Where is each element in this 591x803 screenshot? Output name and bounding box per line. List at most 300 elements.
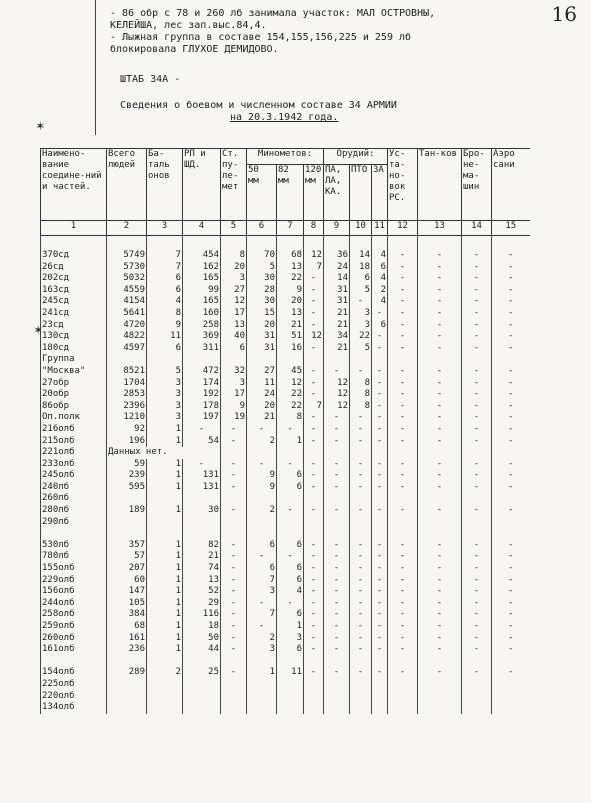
table-cell: 311 [183,343,221,355]
table-cell [492,691,530,703]
table-cell [372,447,388,459]
table-cell: 12 [324,378,350,390]
table-cell: - [304,482,324,494]
table-cell: - [372,586,388,598]
table-cell: - [388,598,418,610]
header-guns: Орудий: [324,149,388,165]
table-cell: - [324,621,350,633]
table-cell: - [418,389,462,401]
table-cell: 369 [183,331,221,343]
table-cell: - [221,563,247,575]
table-row [41,551,530,563]
table-cell: - [350,586,372,598]
document-date: на 20.3.1942 года. [230,112,339,123]
table-cell: 1 [147,575,183,587]
table-cell: - [304,366,324,378]
table-cell: 21 [324,343,350,355]
table-cell: 472 [183,366,221,378]
table-cell [324,702,350,714]
table-cell: - [247,598,277,610]
table-cell: 28 [247,285,277,297]
table-cell [107,691,147,703]
intro-text [110,8,530,56]
table-cell: - [372,644,388,656]
table-cell [462,447,492,459]
table-cell: - [304,540,324,552]
table-cell: - [388,551,418,563]
header-aerosleds: Аэро сани [492,149,530,221]
table-cell [107,517,147,529]
table-cell: - [462,505,492,517]
header-pto: ПТО [350,165,372,221]
table-cell [462,493,492,505]
table-cell: 8 [221,250,247,262]
table-cell: - [350,482,372,494]
table-cell: - [350,563,372,575]
table-cell: 6 [147,343,183,355]
unit-name: 216олб [41,424,107,436]
table-cell: - [304,609,324,621]
table-cell: - [324,586,350,598]
table-row [41,401,530,413]
table-cell: 9 [147,320,183,332]
table-cell: - [372,343,388,355]
unit-name: 245олб [41,470,107,482]
table-row [41,470,530,482]
unit-name: 260лб [41,493,107,505]
table-cell: - [462,436,492,448]
table-cell [147,702,183,714]
table-row [41,691,530,703]
table-cell [107,679,147,691]
table-cell: - [304,551,324,563]
table-cell: 21 [277,320,304,332]
table-cell: - [492,505,530,517]
table-cell: 4559 [107,285,147,297]
table-cell: 60 [107,575,147,587]
table-cell: - [462,482,492,494]
table-cell [418,354,462,366]
table-cell [350,528,372,540]
table-cell: 7 [247,609,277,621]
unit-name: 202сд [41,273,107,285]
table-cell: - [350,575,372,587]
column-number: 13 [418,221,462,236]
table-cell: 165 [183,273,221,285]
table-cell: 40 [221,331,247,343]
table-cell: 70 [247,250,277,262]
table-cell: - [247,621,277,633]
spacer-cell [247,236,277,251]
table-cell [183,679,221,691]
table-cell: - [388,401,418,413]
table-cell: - [372,609,388,621]
table-cell: 9 [221,401,247,413]
table-cell: 116 [183,609,221,621]
table-row [41,273,530,285]
unit-name: Оп.полк [41,412,107,424]
table-cell: 3 [221,273,247,285]
table-cell [492,517,530,529]
table-cell: 1 [147,598,183,610]
table-cell: - [372,621,388,633]
table-cell [492,493,530,505]
table-cell: 31 [324,285,350,297]
table-row [41,679,530,691]
table-cell: - [350,633,372,645]
table-row [41,285,530,297]
table-cell [462,691,492,703]
unit-name: 280лб [41,505,107,517]
table-cell: - [350,459,372,471]
table-cell [324,517,350,529]
table-cell: 6 [247,563,277,575]
spacer-cell [277,236,304,251]
table-cell: - [221,470,247,482]
table-cell: 4 [372,250,388,262]
table-row [41,656,530,668]
table-cell: 197 [183,412,221,424]
table-cell [277,354,304,366]
table-cell: 2853 [107,389,147,401]
table-cell: - [418,262,462,274]
table-cell: 2 [247,436,277,448]
table-cell: - [418,296,462,308]
column-number: 5 [221,221,247,236]
spacer-cell [388,236,418,251]
column-number-row [41,221,530,236]
table-cell: 189 [107,505,147,517]
table-cell: - [492,551,530,563]
table-cell: - [418,366,462,378]
table-cell: 3 [277,633,304,645]
unit-name: 260олб [41,633,107,645]
table-cell: - [418,575,462,587]
table-cell: 68 [107,621,147,633]
table-cell [247,493,277,505]
header-name: Наимено-вание соедине-ний и частей. [41,149,107,221]
table-cell: - [221,551,247,563]
table-cell [462,517,492,529]
table-cell: 6 [277,482,304,494]
table-cell [350,493,372,505]
table-cell: - [350,551,372,563]
table-cell: - [304,563,324,575]
table-cell: 236 [107,644,147,656]
table-cell: 258 [183,320,221,332]
table-cell: - [372,389,388,401]
table-row [41,354,530,366]
table-cell [304,447,324,459]
table-cell: - [304,273,324,285]
intro-line: - Лыжная группа в составе 154,155,156,225 и 259 лб [110,32,412,43]
table-cell: 1 [247,667,277,679]
table-cell [247,354,277,366]
table-row [41,540,530,552]
table-cell [492,354,530,366]
unit-name: 241сд [41,308,107,320]
table-cell: - [492,470,530,482]
table-cell: - [388,540,418,552]
table-row [41,424,530,436]
table-cell: - [324,412,350,424]
strength-table [40,148,530,714]
table-cell: 12 [304,250,324,262]
table-cell: 3 [221,378,247,390]
table-cell: - [221,436,247,448]
table-cell [107,354,147,366]
table-cell: 6 [221,343,247,355]
table-cell [147,691,183,703]
table-cell: - [418,633,462,645]
table-cell: - [418,331,462,343]
table-cell: 1 [277,436,304,448]
column-number: 4 [183,221,221,236]
table-cell: - [304,598,324,610]
table-cell: 17 [221,308,247,320]
table-cell: - [388,586,418,598]
table-cell [147,528,183,540]
table-cell: - [492,389,530,401]
table-cell [372,517,388,529]
table-cell: 6 [372,320,388,332]
table-cell [350,354,372,366]
table-cell [350,656,372,668]
table-cell: - [304,285,324,297]
table-cell: - [418,540,462,552]
table-cell: - [388,273,418,285]
table-cell: 3 [350,320,372,332]
table-cell [418,679,462,691]
table-cell: - [492,598,530,610]
table-cell [147,493,183,505]
table-cell: 5032 [107,273,147,285]
table-cell: - [372,436,388,448]
table-cell: - [418,285,462,297]
unit-name: 290лб [41,517,107,529]
table-cell: - [418,644,462,656]
table-cell: 30 [183,505,221,517]
table-cell: 59 [107,459,147,471]
table-cell: - [462,424,492,436]
table-cell: 5 [147,366,183,378]
table-cell [221,447,247,459]
table-cell: - [462,575,492,587]
unit-name: 155олб [41,563,107,575]
table-cell: - [372,459,388,471]
table-cell: - [304,412,324,424]
table-cell: - [462,401,492,413]
table-cell: - [388,250,418,262]
table-cell: 3 [147,412,183,424]
spacer-cell [492,236,530,251]
table-cell: - [183,424,221,436]
table-cell: 161 [107,633,147,645]
unit-name: 225олб [41,679,107,691]
table-cell: 207 [107,563,147,575]
table-cell: - [388,378,418,390]
table-cell: 82 [183,540,221,552]
table-cell: - [492,331,530,343]
table-cell: 5641 [107,308,147,320]
unit-name: 161олб [41,644,107,656]
table-cell: - [221,586,247,598]
table-cell: - [388,389,418,401]
table-cell: 3 [247,644,277,656]
table-cell: 2396 [107,401,147,413]
table-row [41,667,530,679]
table-cell: 31 [247,343,277,355]
table-cell [304,691,324,703]
table-cell: - [350,505,372,517]
table-cell: - [304,621,324,633]
table-cell: 7 [304,401,324,413]
table-cell [388,528,418,540]
table-cell: - [418,482,462,494]
table-cell: 1 [147,436,183,448]
table-cell [183,354,221,366]
table-cell: 1 [147,551,183,563]
unit-name: 233олб [41,459,107,471]
table-cell: - [462,586,492,598]
unit-name: 23сд [41,320,107,332]
table-cell: - [462,551,492,563]
table-cell: 99 [183,285,221,297]
unit-name: 27обр [41,378,107,390]
table-cell: 165 [183,296,221,308]
header-rp-shd: РП и ШД. [183,149,221,221]
table-cell: 1 [147,563,183,575]
table-cell: 30 [247,273,277,285]
table-cell: 74 [183,563,221,575]
table-row [41,505,530,517]
table-cell: 7 [147,250,183,262]
table-row [41,389,530,401]
table-row [41,702,530,714]
unit-name: 229олб [41,575,107,587]
table-cell: 1 [147,621,183,633]
header-mortars: Минометов: [247,149,324,165]
table-cell: 22 [277,389,304,401]
table-cell: 1210 [107,412,147,424]
table-cell: - [372,505,388,517]
spacer-cell [304,236,324,251]
table-cell: - [418,436,462,448]
table-cell [324,493,350,505]
table-row [41,250,530,262]
table-cell: 4 [277,586,304,598]
table-cell: 2 [247,633,277,645]
table-cell: - [304,633,324,645]
table-cell: - [492,296,530,308]
column-number: 2 [107,221,147,236]
unit-name: 20обр [41,389,107,401]
table-cell [462,679,492,691]
table-cell: 9 [247,470,277,482]
table-cell: - [221,598,247,610]
table-cell: 9 [247,482,277,494]
table-cell: 1 [147,586,183,598]
unit-name: 244олб [41,598,107,610]
table-cell [147,517,183,529]
table-cell: 1 [147,459,183,471]
unit-name: 86обр [41,401,107,413]
table-cell [147,354,183,366]
table-cell: - [462,366,492,378]
table-cell: 6 [247,540,277,552]
table-cell [107,528,147,540]
table-cell: - [462,598,492,610]
table-cell: - [324,667,350,679]
table-cell: - [372,470,388,482]
header-mortar-120: 120 мм [304,165,324,221]
column-number: 11 [372,221,388,236]
table-cell: 24 [247,389,277,401]
table-cell: - [462,262,492,274]
table-cell: 17 [221,389,247,401]
table-row [41,563,530,575]
table-row [41,598,530,610]
table-cell: - [462,644,492,656]
table-cell [492,702,530,714]
table-cell: - [418,401,462,413]
table-cell: 1 [277,621,304,633]
table-cell: - [372,667,388,679]
table-cell: 178 [183,401,221,413]
table-cell: 1 [147,540,183,552]
table-cell: 131 [183,482,221,494]
table-cell: - [492,609,530,621]
table-cell: 57 [107,551,147,563]
column-number: 6 [247,221,277,236]
table-cell [247,679,277,691]
table-cell [372,691,388,703]
table-cell: - [492,320,530,332]
table-cell: - [221,505,247,517]
table-cell: 3 [247,586,277,598]
table-cell: 174 [183,378,221,390]
table-cell: - [350,436,372,448]
table-cell: - [304,505,324,517]
table-cell: - [324,575,350,587]
table-cell: - [350,296,372,308]
table-cell: - [221,644,247,656]
table-cell: 7 [147,262,183,274]
table-cell: - [324,598,350,610]
table-cell [388,447,418,459]
table-cell: - [492,575,530,587]
table-cell: 3 [147,401,183,413]
column-number: 9 [324,221,350,236]
table-cell: 15 [247,308,277,320]
document-title: Сведения о боевом и численном составе 34 АРМИИ [120,100,397,111]
table-cell [388,354,418,366]
header-tanks: Тан-ков [418,149,462,221]
table-cell: - [492,563,530,575]
table-cell: - [418,563,462,575]
table-cell [107,702,147,714]
table-cell: 3 [350,308,372,320]
unit-name: 130сд [41,331,107,343]
table-cell: - [372,633,388,645]
table-cell: - [324,540,350,552]
table-cell [324,679,350,691]
table-cell: - [418,378,462,390]
header-machine-guns: Ст. пу-ле-мет [221,149,247,221]
table-cell: - [462,389,492,401]
header-battalions: Ба-таль онов [147,149,183,221]
table-row [41,482,530,494]
